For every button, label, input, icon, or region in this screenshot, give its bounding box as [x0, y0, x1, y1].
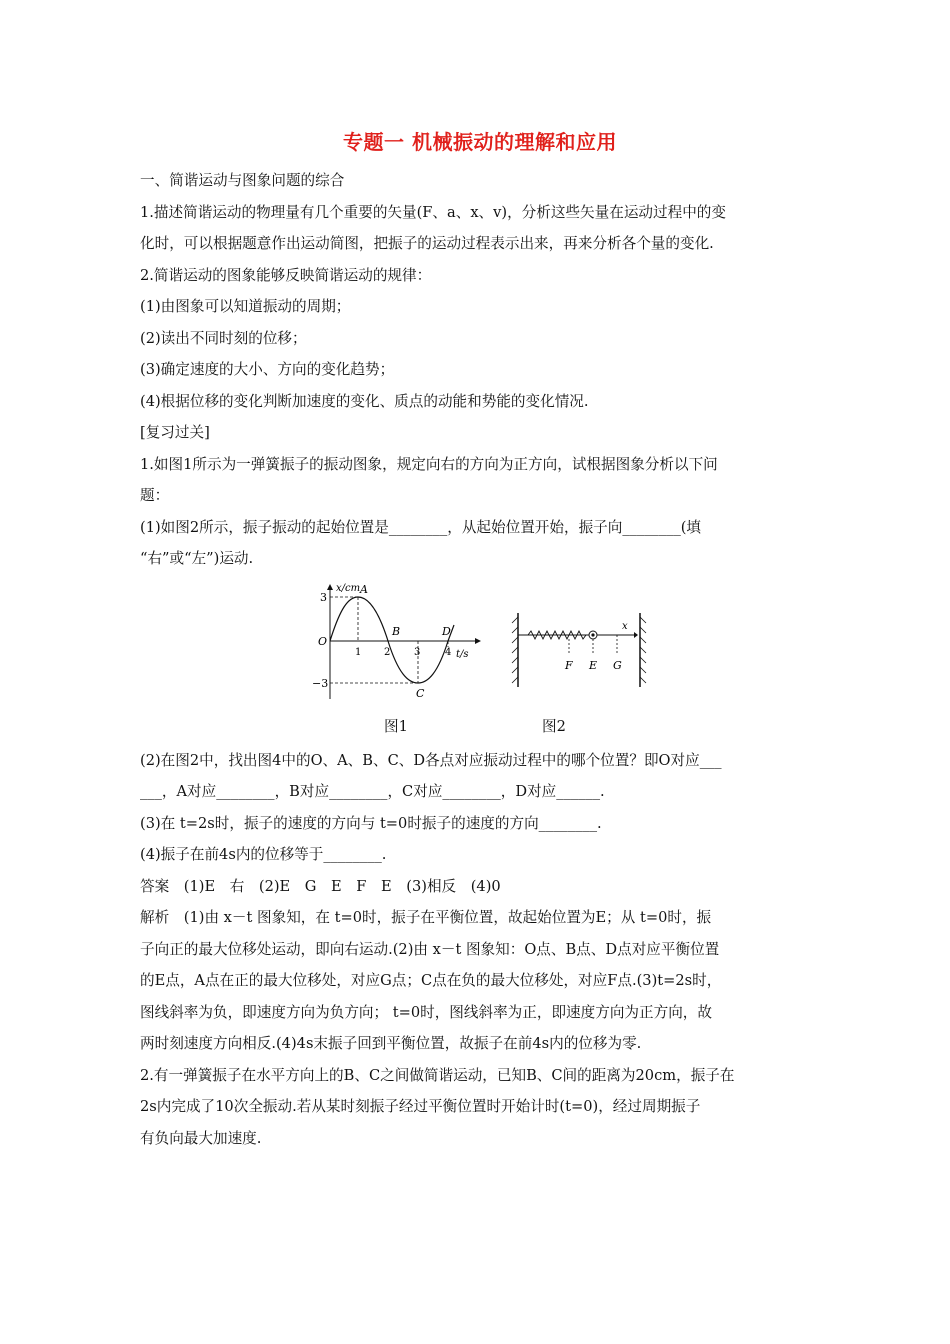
question-text: 有负向最大加速度. — [140, 1129, 262, 1147]
list-item: (2)读出不同时刻的位移； — [140, 329, 307, 347]
paragraph: 1.描述简谐运动的物理量有几个重要的矢量(F、a、x、v)，分析这些矢量在运动过程中的变 — [140, 203, 726, 221]
figure-1-caption: 图1 — [384, 717, 408, 735]
question-text: 1.如图1所示为一弹簧振子的振动图象，规定向右的方向为正方向，试根据图象分析以下问 — [140, 455, 718, 473]
point-label: D — [442, 624, 451, 638]
axis-label: x — [622, 620, 628, 632]
position-label: E — [589, 658, 598, 672]
figure-row — [140, 579, 820, 745]
analysis-text: 的E点，A点在正的最大位移处，对应G点；C点在负的最大位移处，对应F点.(3)t=2s时， — [140, 972, 722, 989]
question-text: ___，A对应________，B对应________，C对应________，D对应______. — [140, 783, 605, 800]
figure-1-graph — [308, 579, 488, 709]
document-page — [140, 118, 820, 1154]
x-axis-label: t/s — [456, 648, 469, 660]
list-item: (1)由图象可以知道振动的周期； — [140, 298, 351, 315]
paragraph: 2.简谐运动的图象能够反映简谐运动的规律： — [140, 266, 432, 284]
analysis-text: 子向正的最大位移处运动，即向右运动.(2)由 x－t 图象知：O点、B点、D点对应平衡位置 — [140, 940, 720, 958]
y-tick-label: 3 — [320, 590, 327, 604]
figure-2-caption: 图2 — [542, 717, 566, 735]
question-text: 2s内完成了10次全振动.若从某时刻振子经过平衡位置时开始计时(t=0)，经过周期振子 — [140, 1098, 701, 1115]
question-text: 题： — [140, 487, 170, 504]
y-tick-label: −3 — [312, 676, 329, 690]
review-heading: [复习过关] — [140, 424, 210, 441]
question-text: “右”或“左”)运动. — [140, 550, 254, 567]
position-label: G — [613, 658, 622, 672]
section-heading: 一、简谐运动与图象问题的综合 — [140, 172, 345, 189]
point-label: A — [360, 582, 368, 596]
analysis-text: 两时刻速度方向相反.(4)4s末振子回到平衡位置，故振子在前4s内的位移为零. — [140, 1035, 642, 1052]
question-text: (1)如图2所示，振子振动的起始位置是________，从起始位置开始，振子向________(填 — [140, 518, 702, 536]
list-item: (4)根据位移的变化判断加速度的变化、质点的动能和势能的变化情况. — [140, 392, 589, 410]
question-text: (2)在图2中，找出图4中的O、A、B、C、D各点对应振动过程中的哪个位置？即O对应___ — [140, 751, 722, 769]
point-label: B — [392, 624, 401, 638]
x-tick-label: 2 — [384, 646, 391, 658]
figure-2-spring — [510, 609, 650, 699]
sine-curve — [330, 597, 454, 683]
x-tick-label: 4 — [445, 646, 452, 658]
analysis-text: 解析 (1)由 x－t 图象知，在 t=0时，振子在平衡位置，故起始位置为E；从 t=0时，振 — [140, 909, 712, 926]
question-text: (3)在 t=2s时，振子的速度的方向与 t=0时振子的速度的方向________. — [140, 814, 602, 832]
analysis-text: 图线斜率为负，即速度方向为负方向； t=0时，图线斜率为正，即速度方向为正方向，故 — [140, 1003, 712, 1021]
paragraph: 化时，可以根据题意作出运动简图，把振子的运动过程表示出来，再来分析各个量的变化. — [140, 235, 714, 252]
origin-label: O — [318, 634, 328, 648]
point-label: C — [416, 686, 425, 700]
list-item: (3)确定速度的大小、方向的变化趋势； — [140, 361, 395, 378]
x-tick-label: 1 — [355, 646, 362, 658]
x-tick-label: 3 — [414, 646, 421, 658]
question-text: 2.有一弹簧振子在水平方向上的B、C之间做简谐运动，已知B、C间的距离为20cm，振子在 — [140, 1066, 735, 1084]
page-title: 专题一 机械振动的理解和应用 — [343, 130, 617, 154]
y-axis-label: x/cm — [336, 582, 361, 594]
question-text: (4)振子在前4s内的位移等于________. — [140, 846, 387, 863]
position-label: F — [565, 658, 573, 672]
answer-text: 答案 (1)E 右 (2)E G E F E (3)相反 (4)0 — [140, 877, 501, 895]
